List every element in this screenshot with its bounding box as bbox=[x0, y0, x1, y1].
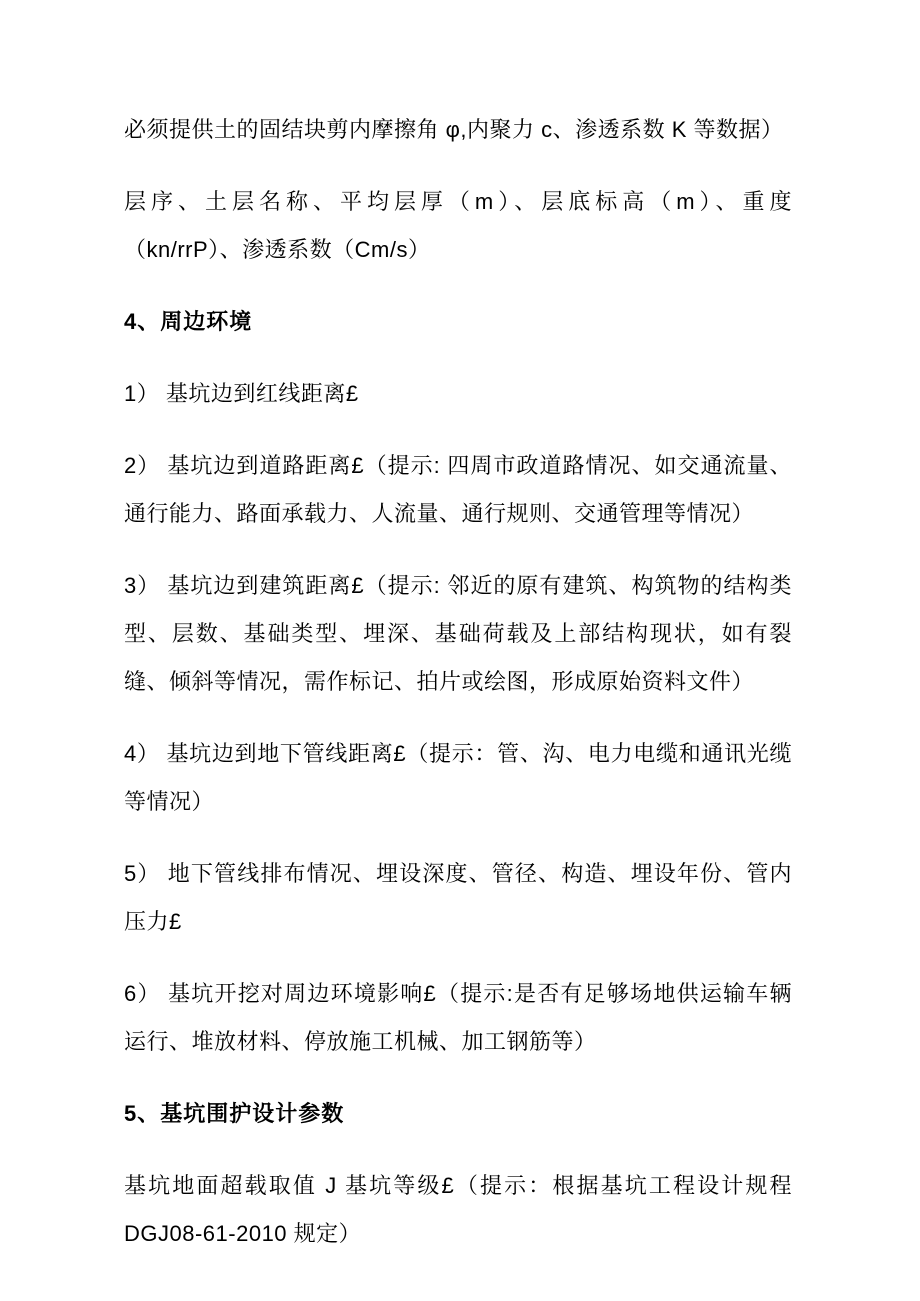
paragraph-soil-layer-fields: 层序、土层名称、平均层厚（m）、层底标高（m）、重度（kn/rrP）、渗透系数（Cm/s） bbox=[124, 189, 792, 262]
list-item-underground-pipeline-distance: 4） 基坑边到地下管线距离£（提示：管、沟、电力电缆和通讯光缆等情况） bbox=[124, 741, 792, 814]
list-item-building-distance: 3） 基坑边到建筑距离£（提示: 邻近的原有建筑、构筑物的结构类型、层数、基础类型、埋深、基础荷载及上部结构现状，如有裂缝、倾斜等情况，需作标记、拍片或绘图，形成原始资料文件） bbox=[124, 573, 792, 694]
section-heading-retaining-design-parameters: 5、基坑围护设计参数 bbox=[124, 1101, 345, 1126]
list-item-road-distance: 2） 基坑边到道路距离£（提示: 四周市政道路情况、如交通流量、通行能力、路面承载力、人流量、通行规则、交通管理等情况） bbox=[124, 453, 792, 526]
list-item-pipeline-layout: 5） 地下管线排布情况、埋设深度、管径、构造、埋设年份、管内压力£ bbox=[124, 861, 792, 934]
paragraph-surcharge-and-pit-grade: 基坑地面超载取值 J 基坑等级£（提示：根据基坑工程设计规程 DGJ08-61-2010 规定） bbox=[124, 1173, 792, 1246]
paragraph-shear-strength-data: 必须提供土的固结块剪内摩擦角 φ,内聚力 c、渗透系数 K 等数据） bbox=[124, 117, 784, 142]
list-item-red-line-distance: 1） 基坑边到红线距离£ bbox=[124, 381, 359, 406]
section-heading-surrounding-environment: 4、周边环境 bbox=[124, 309, 253, 334]
list-item-excavation-impact: 6） 基坑开挖对周边环境影响£（提示:是否有足够场地供运输车辆运行、堆放材料、停放施工机械、加工钢筋等） bbox=[124, 981, 792, 1054]
